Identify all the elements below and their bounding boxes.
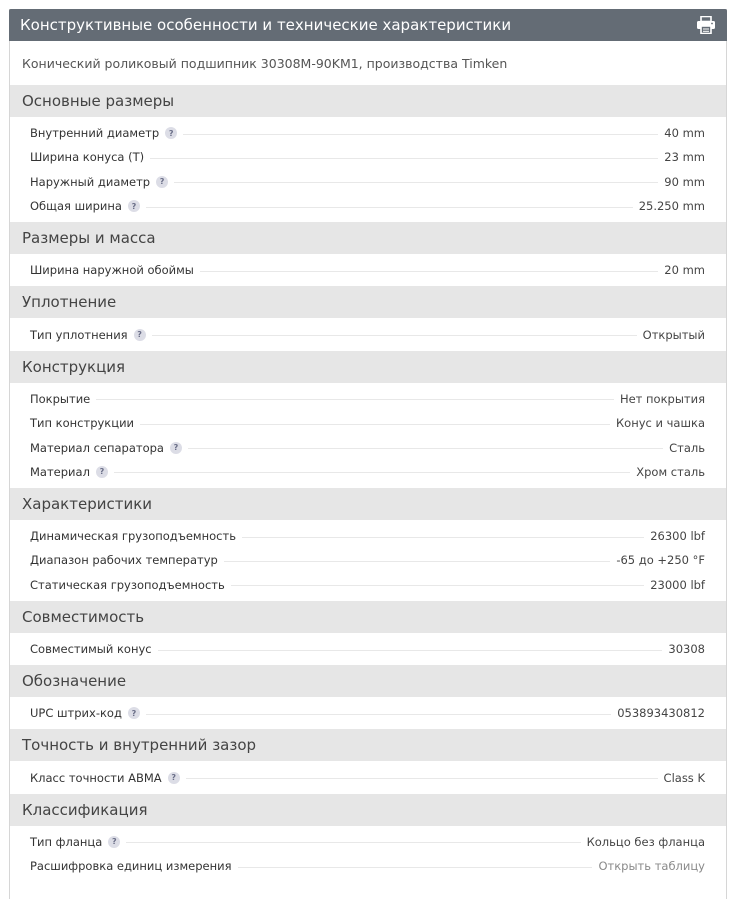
spec-row	[10, 145, 726, 169]
spec-label: Класс точности ABMA	[30, 770, 162, 785]
spec-value: 20 mm	[658, 263, 705, 277]
spec-label: Покрытие	[30, 391, 91, 406]
spec-label: UPC штрих-код	[30, 706, 122, 721]
spec-row	[10, 411, 726, 435]
spec-label-wrap	[30, 578, 231, 592]
section-header: Совместимость	[10, 601, 726, 633]
leader-line	[96, 399, 614, 400]
spec-label: Материал	[30, 464, 90, 479]
help-icon[interactable]: ?	[170, 442, 182, 454]
section-header: Точность и внутренний зазор	[10, 729, 726, 761]
leader-line	[224, 561, 611, 562]
spec-value: 90 mm	[658, 175, 705, 189]
spec-row	[10, 170, 726, 194]
leader-line	[186, 778, 658, 779]
spec-label: Ширина наружной обоймы	[30, 263, 194, 278]
spec-label-wrap	[30, 150, 150, 164]
leader-line	[152, 335, 637, 336]
leader-line	[150, 158, 658, 159]
section-rows	[10, 826, 726, 883]
spec-row	[10, 435, 726, 459]
section-rows	[10, 761, 726, 793]
spec-row	[10, 573, 726, 597]
product-subtitle: Конический роликовый подшипник 30308M-90KM1, производства Timken	[22, 55, 508, 71]
spec-label: Диапазон рабочих температур	[30, 553, 218, 568]
panel-title: Конструктивные особенности и технические характеристики	[20, 16, 512, 34]
spec-label-wrap	[30, 465, 114, 479]
spec-value: Кольцо без фланца	[581, 835, 705, 849]
print-button[interactable]	[695, 14, 717, 36]
leader-line	[146, 714, 611, 715]
spec-value: 053893430812	[611, 706, 705, 720]
section-header: Обозначение	[10, 665, 726, 697]
printer-icon	[696, 16, 716, 34]
spec-label: Расшифровка единиц измерения	[30, 859, 232, 874]
spec-value: -65 до +250 °F	[610, 553, 705, 567]
leader-line	[238, 867, 593, 868]
spec-label-wrap	[30, 859, 238, 873]
leader-line	[174, 182, 658, 183]
leader-line	[114, 472, 630, 473]
spec-label-wrap	[30, 392, 96, 406]
section-header: Размеры и масса	[10, 222, 726, 254]
spec-value: 26300 lbf	[644, 529, 705, 543]
spec-label-wrap	[30, 328, 152, 342]
section-header: Классификация	[10, 794, 726, 826]
spec-row	[10, 854, 726, 878]
spec-value: Открытый	[637, 328, 705, 342]
spec-label-wrap	[30, 126, 183, 140]
section-rows	[10, 254, 726, 286]
leader-line	[188, 448, 663, 449]
spec-label-wrap	[30, 175, 174, 189]
spec-label: Динамическая грузоподъемность	[30, 529, 236, 544]
spec-row	[10, 258, 726, 282]
spec-sections	[10, 85, 726, 882]
panel-header	[9, 9, 727, 41]
leader-line	[200, 271, 658, 272]
section-rows	[10, 633, 726, 665]
spec-row	[10, 548, 726, 572]
spec-row	[10, 460, 726, 484]
spec-row	[10, 701, 726, 725]
help-icon[interactable]: ?	[165, 127, 177, 139]
leader-line	[242, 537, 644, 538]
section-header: Характеристики	[10, 488, 726, 520]
spec-value: 23000 lbf	[644, 578, 705, 592]
section-rows	[10, 383, 726, 488]
spec-label-wrap	[30, 553, 224, 567]
spec-value: Конус и чашка	[610, 416, 705, 430]
spec-label: Внутренний диаметр	[30, 126, 160, 141]
spec-value: Нет покрытия	[614, 392, 705, 406]
leader-line	[126, 842, 580, 843]
spec-row	[10, 524, 726, 548]
spec-row	[10, 121, 726, 145]
section-header: Конструкция	[10, 351, 726, 383]
help-icon[interactable]: ?	[128, 707, 140, 719]
spec-value: Хром сталь	[630, 465, 705, 479]
spec-label: Общая ширина	[30, 199, 122, 214]
open-table-link[interactable]: Открыть таблицу	[592, 859, 705, 873]
leader-line	[231, 585, 644, 586]
help-icon[interactable]: ?	[134, 329, 146, 341]
spec-label-wrap	[30, 416, 140, 430]
section-header: Основные размеры	[10, 85, 726, 117]
spec-value: Сталь	[663, 441, 705, 455]
spec-label-wrap	[30, 706, 146, 720]
spec-label: Тип фланца	[30, 834, 103, 849]
spec-label: Тип уплотнения	[30, 327, 128, 342]
help-icon[interactable]: ?	[96, 466, 108, 478]
specs-panel	[9, 9, 727, 899]
spec-row	[10, 194, 726, 218]
spec-value: 30308	[662, 642, 705, 656]
spec-label-wrap	[30, 529, 242, 543]
spec-label: Тип конструкции	[30, 416, 135, 431]
spec-row	[10, 830, 726, 854]
help-icon[interactable]: ?	[128, 200, 140, 212]
section-rows	[10, 117, 726, 222]
spec-label-wrap	[30, 835, 126, 849]
help-icon[interactable]: ?	[168, 772, 180, 784]
section-header: Уплотнение	[10, 286, 726, 318]
leader-line	[146, 207, 633, 208]
spec-row	[10, 637, 726, 661]
help-icon[interactable]: ?	[108, 836, 120, 848]
spec-value: 23 mm	[658, 150, 705, 164]
spec-value: Class K	[658, 771, 705, 785]
spec-label: Материал сепаратора	[30, 440, 164, 455]
spec-row	[10, 387, 726, 411]
spec-label-wrap	[30, 642, 158, 656]
spec-label-wrap	[30, 771, 186, 785]
section-rows	[10, 520, 726, 601]
spec-label: Статическая грузоподъемность	[30, 577, 225, 592]
leader-line	[140, 424, 610, 425]
leader-line	[158, 650, 663, 651]
spec-value: 25.250 mm	[633, 199, 705, 213]
spec-row	[10, 322, 726, 346]
spec-label-wrap	[30, 199, 146, 213]
spec-label-wrap	[30, 263, 200, 277]
help-icon[interactable]: ?	[156, 176, 168, 188]
section-rows	[10, 697, 726, 729]
spec-row	[10, 765, 726, 789]
spec-label-wrap	[30, 441, 188, 455]
spec-label: Ширина конуса (T)	[30, 150, 145, 165]
section-rows	[10, 318, 726, 350]
spec-value: 40 mm	[658, 126, 705, 140]
spec-label: Наружный диаметр	[30, 174, 151, 189]
spec-label: Совместимый конус	[30, 642, 152, 656]
leader-line	[183, 134, 658, 135]
